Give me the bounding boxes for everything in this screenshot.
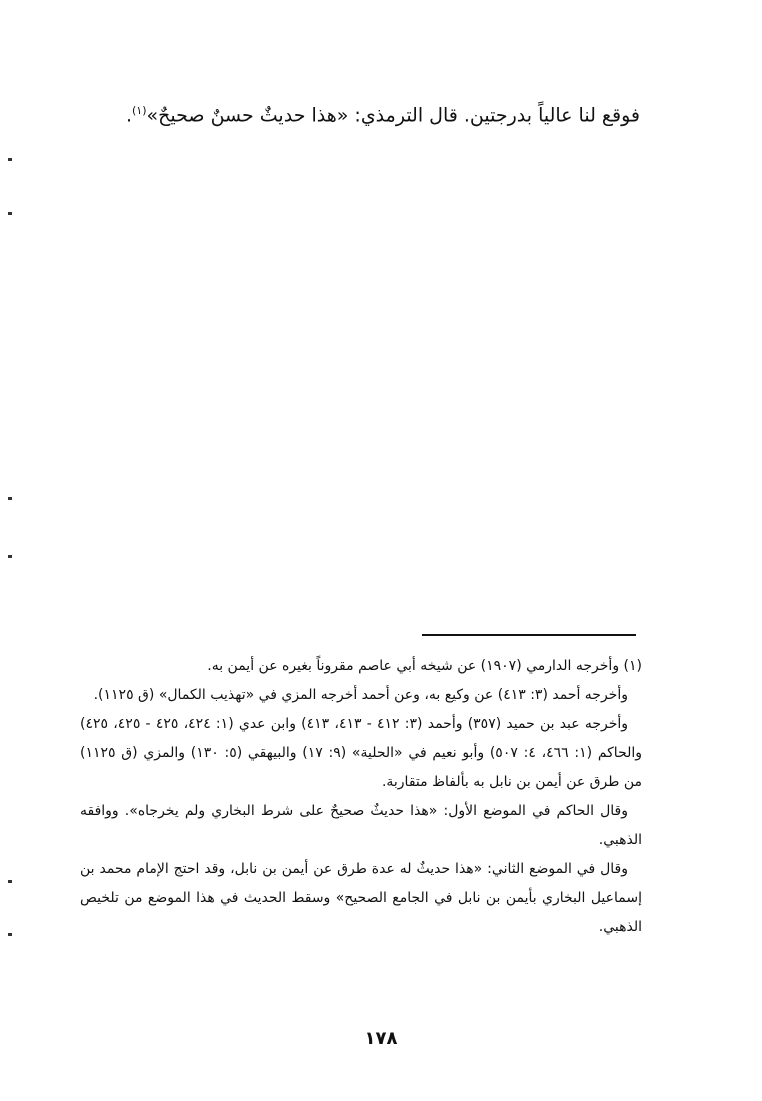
margin-scan-mark [8, 497, 12, 500]
margin-scan-mark [8, 158, 12, 161]
footnote-reference: (١) [132, 104, 147, 117]
margin-scan-mark [8, 555, 12, 558]
footnote-paragraph: وقال الحاكم في الموضع الأول: «هذا حديثٌ صحيحٌ على شرط البخاري ولم يخرجاه». ووافقه الذهبي. [80, 803, 642, 848]
main-text-end-punctuation: . [125, 104, 132, 127]
footnote-paragraph: وأخرجه أحمد (٣: ٤١٣) عن وكيع به، وعن أحمد أخرجه المزي في «تهذيب الكمال» (ق ١١٢٥). [93, 687, 628, 703]
page-number: ١٧٨ [364, 1028, 398, 1049]
margin-scan-mark [8, 933, 12, 936]
main-text: فوقع لنا عالياً بدرجتين. قال الترمذي: «هذا حديثٌ حسنٌ صحيحٌ» [146, 104, 640, 127]
footnote-paragraph: (١) وأخرجه الدارمي (١٩٠٧) عن شيخه أبي عاصم مقروناً بغيره عن أيمن به. [207, 658, 642, 674]
main-text-line [126, 104, 640, 126]
margin-scan-mark [8, 212, 12, 215]
footnotes-block [80, 652, 642, 942]
footnote-separator-rule [422, 634, 636, 636]
footnote-paragraph: وأخرجه عبد بن حميد (٣٥٧) وأحمد (٣: ٤١٢ - ٤١٣، ٤١٣) وابن عدي (١: ٤٢٤، ٤٢٥ - ٤٢٥، ٤٢٥) والحاكم (١: ٤٦٦، ٤: ٥٠٧) وأبو نعيم في «الحلية» (٩: ١٧) والبيهقي (٥: ١٣٠) والمزي (ق ١١٢٥) من طرق عن أيمن بن نابل به بألفاظ متقاربة. [80, 716, 643, 790]
footnote-paragraph: وقال في الموضع الثاني: «هذا حديثٌ له عدة طرق عن أيمن بن نابل، وقد احتج الإمام محمد بن إسماعيل البخاري بأيمن بن نابل في الجامع الصحيح» وسقط الحديث في هذا الموضع من تلخيص الذهبي. [80, 861, 642, 935]
margin-scan-mark [8, 880, 12, 883]
